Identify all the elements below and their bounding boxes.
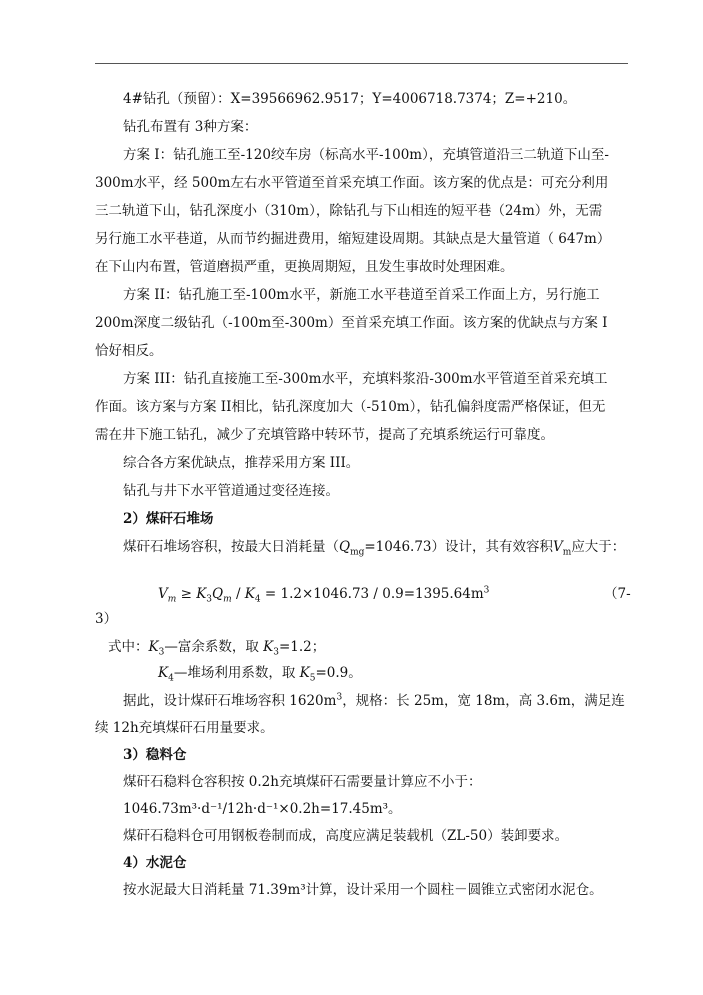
where-k3-sub: 3 [158,647,165,658]
stack-design-line-1 [123,692,625,710]
equation-7-3 [158,585,489,603]
header-rule [95,63,628,64]
eq-v: V [158,586,168,602]
eq-k3: K [196,586,207,602]
where-k4 [158,664,362,682]
stack-text-a: 据此，设计煤矸石堆场容积 1620m [123,693,337,709]
where-k3-text-a: —富余系数，取 [164,639,264,655]
where-k3-var2: K [263,639,274,655]
recommendation: 综合各方案优缺点，推荐采用方案 III。 [123,455,360,471]
silo-calculation: 1046.73m³·d⁻¹/12h·d⁻¹×0.2h=17.45m³。 [123,801,402,817]
where-k3-text-b: =1.2； [278,639,326,655]
option-1-line-3: 三二轨道下山，钻孔深度小（310m），除钻孔与下山相连的短平巷（24m）外，无需 [95,203,603,219]
silo-fabrication: 煤矸石稳料仓可用钢板卷制而成，高度应满足装载机（ZL-50）装卸要求。 [123,828,569,844]
eq-div: / [231,586,245,602]
eq-k4: K [244,586,255,602]
option-1-line-5: 在下山内布置，管道磨损严重，更换周期短，且发生事故时处理困难。 [95,259,514,275]
equation-number-a: （7- [604,586,631,602]
stack-capacity-intro [123,538,625,556]
intro-text-a: 煤矸石堆场容积，按最大日消耗量（ [123,539,339,555]
stack-sup: 3 [336,692,343,703]
option-1-line-1: 方案 I：钻孔施工至-120绞车房（标高水平-100m），充填管道沿三二轨道下山至- [123,147,609,163]
intro-text-c: 应大于： [571,539,626,555]
borehole-4-coordinates: 4#钻孔（预留）：X=39566962.9517；Y=4006718.7374；Z=+210。 [123,91,577,107]
where-k4-var2: K [299,665,310,681]
where-k3 [108,638,325,656]
where-prefix: 式中： [108,639,149,655]
option-1-line-2: 300m水平，经 500m左右水平管道至首采充填工作面。该方案的优点是：可充分利用 [95,175,609,191]
section-4-heading: 4）水泥仓 [123,855,187,871]
eq-rel: ≥ [176,586,197,602]
reducer-connection: 钻孔与井下水平管道通过变径连接。 [123,483,339,499]
silo-capacity-line: 煤矸石稳料仓容积按 0.2h充填煤矸石需要量计算应不小于： [123,774,482,790]
equation-number-b: 3） [95,611,118,627]
where-k4-var: K [158,665,169,681]
v-variable: V [553,539,563,555]
intro-text-b: =1046.73）设计，其有效容积 [364,539,554,555]
where-k3-sub2: 3 [273,647,279,658]
eq-q-sub: m [223,594,232,605]
cement-silo-design: 按水泥最大日消耗量 71.39m³计算，设计采用一个圆柱－圆锥立式密闭水泥仓。 [123,882,603,898]
stack-design-line-2: 续 12h充填煤矸石用量要求。 [95,720,274,736]
option-3-line-2: 作面。该方案与方案 II相比，钻孔深度加大（-510m），钻孔偏斜度需严格保证，但无 [95,399,606,415]
where-k4-text-b: =0.9。 [315,665,362,681]
option-1-line-4: 另行施工水平巷道，从而节约掘进费用，缩短建设周期。其缺点是大量管道（ 647m） [95,231,611,247]
option-2-line-2: 200m深度二级钻孔（-100m至-300m）至首采充填工作面。该方案的优缺点与方案 I [95,315,608,331]
section-3-heading: 3）稳料仓 [123,747,187,763]
option-2-line-3: 恰好相反。 [95,343,163,359]
eq-rhs: = 1.2×1046.73 / 0.9=1395.64m [260,586,484,602]
option-3-line-1: 方案 III：钻孔直接施工至-300m水平，充填料浆沿-300m水平管道至首采充填工 [123,371,608,387]
q-variable: Q [339,539,351,555]
option-2-line-1: 方案 II：钻孔施工至-100m水平，新施工水平巷道至首采工作面上方，另行施工 [123,287,600,303]
eq-q: Q [212,586,224,602]
where-k4-sub: 4 [168,673,174,684]
where-k4-sub2: 5 [309,673,316,684]
eq-v-sub: m [167,594,177,605]
option-3-line-3: 需在井下施工钻孔，减少了充填管路中转环节，提高了充填系统运行可靠度。 [95,427,554,443]
where-k3-var: K [148,639,159,655]
where-k4-text-a: —堆场利用系数，取 [173,665,300,681]
layout-options-intro: 钻孔布置有 3种方案： [123,119,258,135]
stack-text-b: ，规格：长 25m，宽 18m，高 3.6m，满足连 [342,693,625,709]
v-subscript: m [562,547,572,558]
section-2-heading: 2）煤矸石堆场 [123,511,214,527]
eq-rhs-sup: 3 [483,585,490,596]
eq-k3-sub: 3 [206,594,213,605]
eq-k4-sub: 4 [254,594,261,605]
q-subscript: mg [350,547,365,558]
